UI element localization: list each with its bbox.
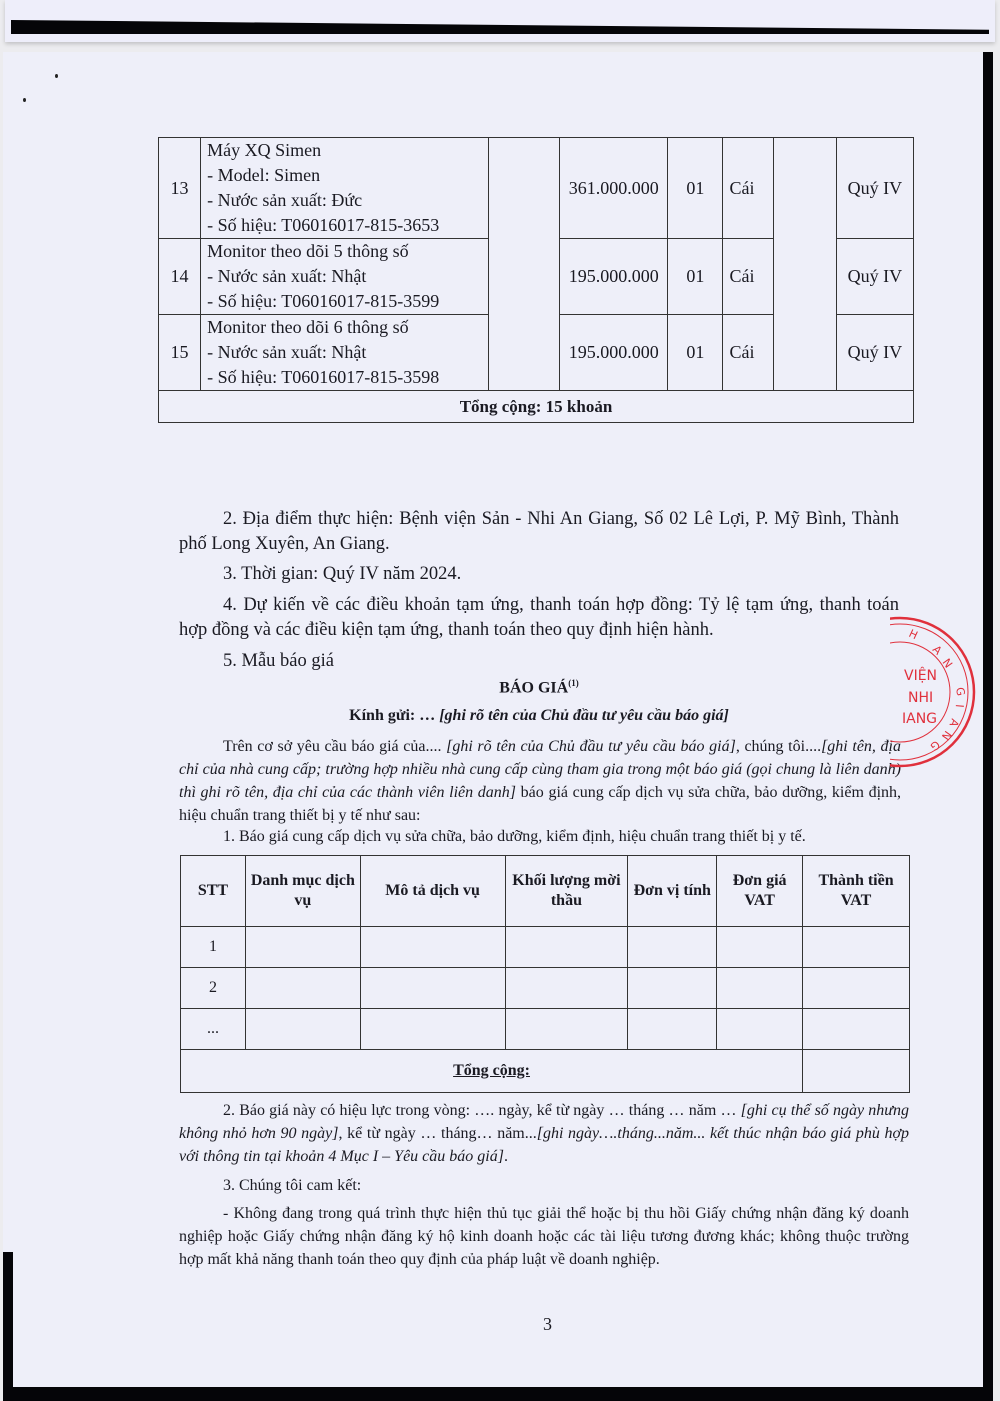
description-cell bbox=[201, 239, 489, 315]
svg-text:IANG: IANG bbox=[902, 711, 938, 727]
desc-line: - Số hiệu: T06016017-815-3598 bbox=[207, 367, 440, 387]
scan-speck bbox=[23, 98, 26, 102]
total-value-cell[interactable] bbox=[803, 1050, 910, 1093]
price-cell: 195.000.000 bbox=[560, 239, 668, 315]
section-time: 3. Thời gian: Quý IV năm 2024. bbox=[223, 564, 462, 584]
section-location: 2. Địa điểm thực hiện: Bệnh viện Sản - Nhi An Giang, Số 02 Lê Lợi, P. Mỹ Bình, Thành phố Long Xuyên, An Giang. bbox=[179, 509, 899, 554]
empty-cell[interactable] bbox=[360, 927, 505, 968]
header-row bbox=[181, 856, 910, 927]
intro-paragraph bbox=[179, 735, 901, 827]
section-payment: 4. Dự kiến về các điều khoản tạm ứng, thanh toán hợp đồng: Tỷ lệ tạm ứng, thanh toán hợp đồng và các điều kiện tạm ứng, thanh toán theo quy định hiện hành. bbox=[179, 595, 899, 640]
desc-line: - Nước sản xuất: Đức bbox=[207, 190, 363, 210]
intro-text: báo giá cung cấp dịch vụ sửa chữa, bảo dưỡng, kiểm định, hiệu chuẩn trang thiết bị y tế như sau: bbox=[179, 784, 902, 824]
empty-cell[interactable] bbox=[505, 927, 628, 968]
stt-cell: 14 bbox=[159, 239, 201, 315]
quote-title bbox=[179, 678, 899, 697]
desc-line: Máy XQ Simen bbox=[207, 140, 322, 160]
scan-shadow-band bbox=[11, 20, 989, 34]
quantity-cell: 01 bbox=[668, 138, 723, 239]
empty-cell[interactable] bbox=[245, 1009, 360, 1050]
merged-empty-cell bbox=[773, 138, 836, 391]
stamp-graphic bbox=[890, 612, 1000, 772]
commitment-title: 3. Chúng tôi cam kết: bbox=[223, 1177, 362, 1194]
price-cell: 361.000.000 bbox=[560, 138, 668, 239]
total-row bbox=[159, 391, 914, 423]
desc-line: - Nước sản xuất: Nhật bbox=[207, 342, 367, 362]
time-cell: Quý IV bbox=[836, 239, 913, 315]
stt-cell: 1 bbox=[181, 927, 246, 968]
red-stamp-seal bbox=[890, 612, 1000, 772]
scan-speck bbox=[55, 74, 58, 78]
empty-cell[interactable] bbox=[505, 1009, 628, 1050]
description-cell bbox=[201, 138, 489, 239]
desc-line: Monitor theo dõi 6 thông số bbox=[207, 317, 409, 337]
quantity-cell: 01 bbox=[668, 315, 723, 391]
empty-cell[interactable] bbox=[505, 968, 628, 1009]
svg-text:I: I bbox=[952, 703, 966, 709]
table-row bbox=[181, 927, 910, 968]
svg-text:N: N bbox=[939, 656, 955, 671]
svg-text:NHI: NHI bbox=[908, 690, 934, 706]
addressee-placeholder: [ghi rõ tên của Chủ đầu tư yêu cầu báo giá] bbox=[439, 707, 729, 724]
col-header: Khối lượng mời thầu bbox=[505, 856, 628, 927]
total-label: Tổng cộng: bbox=[181, 1050, 803, 1093]
total-row bbox=[181, 1050, 910, 1093]
intro-text: , chúng tôi.... bbox=[735, 738, 822, 755]
empty-cell[interactable] bbox=[803, 927, 910, 968]
document-page bbox=[3, 52, 993, 1401]
unit-cell: Cái bbox=[723, 315, 773, 391]
previous-page-edge bbox=[5, 0, 995, 42]
validity-paragraph bbox=[179, 1099, 909, 1168]
validity-placeholder: [ghi ngày….tháng...năm... kết thúc nhận báo giá phù hợp với thông tin tại khoản 4 Mục I – Yêu cầu báo giá] bbox=[179, 1125, 910, 1165]
validity-text: , kể từ ngày … tháng… năm... bbox=[338, 1125, 537, 1142]
col-header: Thành tiền VAT bbox=[803, 856, 910, 927]
empty-cell[interactable] bbox=[628, 927, 717, 968]
empty-cell[interactable] bbox=[803, 968, 910, 1009]
table-row bbox=[181, 968, 910, 1009]
scan-edge-bottom bbox=[3, 1387, 993, 1401]
svg-text:N: N bbox=[938, 728, 955, 743]
commitment-item: - Không đang trong quá trình thực hiện thủ tục giải thể hoặc bị thu hồi Giấy chứng nhận đăng ký doanh nghiệp hoặc Giấy chứng nhận đăng ký hộ kinh doanh hoặc các tài liệu tương đương khác; không thuộc trường hợp mất khả năng thanh toán theo quy định của pháp luật về doanh nghiệp. bbox=[179, 1205, 909, 1268]
quote-title-text: BÁO GIÁ bbox=[499, 679, 569, 697]
quote-form-table bbox=[180, 855, 910, 1093]
empty-cell[interactable] bbox=[717, 1009, 803, 1050]
desc-line: - Số hiệu: T06016017-815-3599 bbox=[207, 291, 440, 311]
empty-cell[interactable] bbox=[717, 968, 803, 1009]
empty-cell[interactable] bbox=[803, 1009, 910, 1050]
empty-cell[interactable] bbox=[360, 1009, 505, 1050]
equipment-table bbox=[158, 137, 914, 423]
addressee-label: Kính gửi: … bbox=[349, 707, 440, 724]
col-header: Đơn giá VAT bbox=[717, 856, 803, 927]
description-cell bbox=[201, 315, 489, 391]
section-template: 5. Mẫu báo giá bbox=[223, 651, 334, 671]
unit-cell: Cái bbox=[723, 138, 773, 239]
desc-line: Monitor theo dõi 5 thông số bbox=[207, 241, 409, 261]
desc-line: - Model: Simen bbox=[207, 165, 321, 185]
validity-placeholder: [ghi cụ thể số ngày nhưng không nhỏ hơn 90 ngày] bbox=[179, 1102, 910, 1142]
scan-edge-left bbox=[3, 1252, 13, 1401]
table-row bbox=[159, 138, 914, 239]
empty-cell[interactable] bbox=[628, 968, 717, 1009]
svg-text:A: A bbox=[929, 642, 945, 658]
svg-text:H: H bbox=[906, 626, 920, 643]
page-number: 3 bbox=[543, 1314, 552, 1334]
quantity-cell: 01 bbox=[668, 239, 723, 315]
merged-empty-cell bbox=[488, 138, 559, 391]
empty-cell[interactable] bbox=[717, 927, 803, 968]
time-cell: Quý IV bbox=[836, 138, 913, 239]
empty-cell[interactable] bbox=[245, 927, 360, 968]
price-cell: 195.000.000 bbox=[560, 315, 668, 391]
svg-text:G: G bbox=[953, 686, 968, 697]
validity-text: 2. Báo giá này có hiệu lực trong vòng: …. ngày, kể từ ngày … tháng … năm … bbox=[223, 1102, 741, 1119]
desc-line: - Nước sản xuất: Nhật bbox=[207, 266, 367, 286]
intro-placeholder: [ghi tên, địa chỉ của nhà cung cấp; trường hợp nhiều nhà cung cấp cùng tham gia trong một báo giá (gọi chung là liên danh) thì ghi rõ tên, địa chỉ của các thành viên liên danh] bbox=[179, 738, 902, 801]
time-cell: Quý IV bbox=[836, 315, 913, 391]
svg-text:VIỆN: VIỆN bbox=[904, 668, 938, 684]
intro-text: Trên cơ sở yêu cầu báo giá của.... bbox=[223, 738, 447, 755]
desc-line: - Số hiệu: T06016017-815-3653 bbox=[207, 215, 440, 235]
table-row bbox=[181, 1009, 910, 1050]
footnote-marker: (1) bbox=[568, 678, 579, 688]
empty-cell[interactable] bbox=[628, 1009, 717, 1050]
col-header: STT bbox=[181, 856, 246, 927]
svg-text:A: A bbox=[946, 716, 962, 729]
stt-cell: 15 bbox=[159, 315, 201, 391]
col-header: Mô tả dịch vụ bbox=[360, 856, 505, 927]
col-header: Đơn vị tính bbox=[628, 856, 717, 927]
intro-placeholder: [ghi rõ tên của Chủ đầu tư yêu cầu báo giá] bbox=[446, 738, 736, 755]
stt-cell: 2 bbox=[181, 968, 246, 1009]
svg-text:G: G bbox=[927, 737, 943, 754]
addressee-line bbox=[179, 707, 899, 725]
item-1-heading: 1. Báo giá cung cấp dịch vụ sửa chữa, bảo dưỡng, kiểm định, hiệu chuẩn trang thiết bị y tế. bbox=[223, 828, 806, 845]
validity-text: . bbox=[503, 1148, 508, 1165]
stt-cell: 13 bbox=[159, 138, 201, 239]
empty-cell[interactable] bbox=[245, 968, 360, 1009]
total-count: Tổng cộng: 15 khoản bbox=[159, 391, 914, 423]
empty-cell[interactable] bbox=[360, 968, 505, 1009]
col-header: Danh mục dịch vụ bbox=[245, 856, 360, 927]
unit-cell: Cái bbox=[723, 239, 773, 315]
stt-cell: ... bbox=[181, 1009, 246, 1050]
